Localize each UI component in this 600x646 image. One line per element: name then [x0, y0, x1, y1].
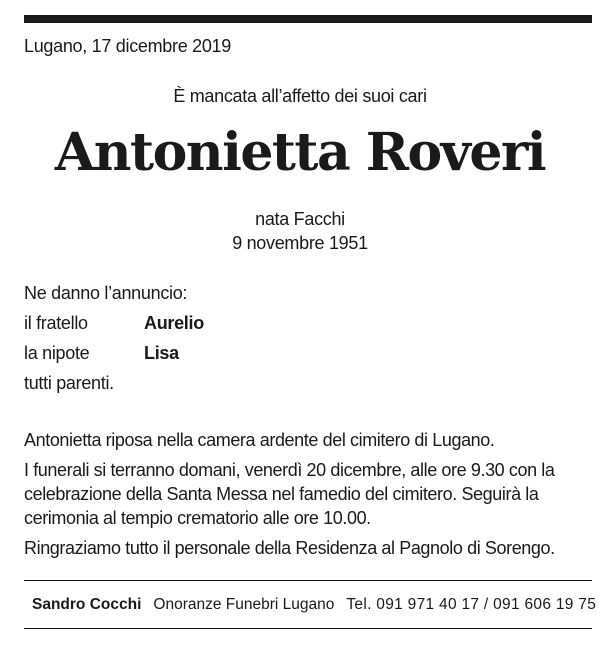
deceased-name: Antonietta Roveri: [54, 122, 546, 183]
born-as: nata Facchi: [255, 209, 345, 229]
relation-label: la nipote: [24, 343, 90, 363]
announcement-heading: Ne danno l’annuncio:: [24, 283, 188, 303]
footer: [24, 592, 597, 618]
body-paragraph: Ringraziamo tutto il personale della Residenza al Pagnolo di Sorengo.: [24, 538, 555, 558]
relative-row: [24, 338, 204, 368]
place-date: Lugano, 17 dicembre 2019: [24, 36, 231, 56]
firm-phones: Tel. 091 971 40 17 / 091 606 19 75: [346, 596, 597, 613]
firm-name: Sandro Cocchi: [32, 596, 142, 613]
footer-top-rule: [24, 580, 592, 581]
intro-text: È mancata all’affetto dei suoi cari: [173, 86, 427, 106]
footer-bottom-rule: [24, 628, 592, 629]
relative-name: Lisa: [144, 343, 179, 363]
body-paragraph: I funerali si terranno domani, venerdì 20 dicembre, alle ore 9.30 con la celebrazione della Santa Messa nel famedio del cimitero. Seguirà la cerimonia al tempio crematorio alle ore 10.00.: [24, 460, 555, 528]
birth-date: 9 novembre 1951: [232, 233, 368, 253]
top-rule: [24, 15, 592, 23]
notice-body: [24, 428, 594, 566]
body-paragraph: Antonietta riposa nella camera ardente del cimitero di Lugano.: [24, 430, 495, 450]
firm-description: Onoranze Funebri Lugano: [153, 596, 335, 613]
announcement: [24, 278, 204, 398]
birth-info: [0, 207, 600, 255]
relative-row: [24, 308, 204, 338]
announcement-closing: tutti parenti.: [24, 373, 114, 393]
relation-label: il fratello: [24, 313, 88, 333]
relative-name: Aurelio: [144, 313, 204, 333]
